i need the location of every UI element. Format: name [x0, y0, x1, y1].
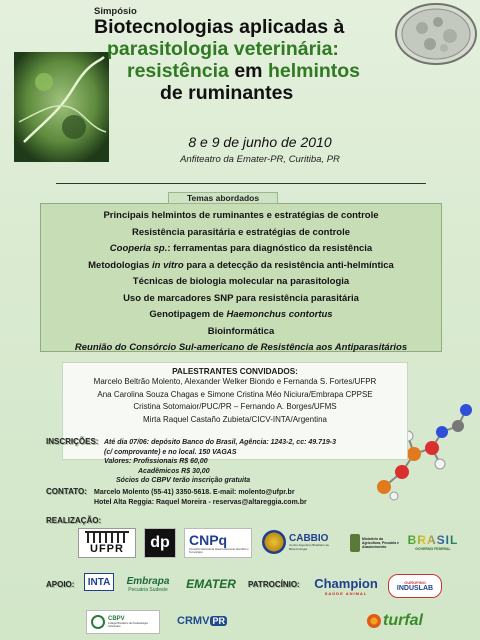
topic-item: Resistência parasitária e estratégias de controle — [131, 226, 351, 238]
dp-logo: dp — [144, 528, 176, 558]
champion-logo — [308, 572, 384, 600]
event-venue: Anfiteatro da Emater-PR, Curitiba, PR — [180, 154, 340, 165]
champion-subtitle: SAÚDE ANIMAL — [324, 591, 368, 596]
topics-heading: Temas abordados — [168, 192, 278, 204]
registration-line: Até dia 07/06: depósito Banco do Brasil, Agência: 1243-2, cc: 49.719-3 — [104, 439, 336, 446]
title-word-resistencia: resistência — [127, 60, 229, 82]
divider — [56, 183, 426, 184]
cnpq-subtitle: Conselho Nacional de Desenvolvimento Científico e Tecnológico — [189, 548, 249, 554]
topic-item — [41, 258, 441, 275]
cbpv-subtitle: Colégio Brasileiro de Parasitologia Veterinária — [108, 622, 148, 628]
contact-line: Hotel Alta Reggia: Raquel Moreira - reservas@altareggia.com.br — [94, 498, 307, 506]
ufpr-logo — [78, 528, 136, 558]
cabbio-logo — [262, 526, 344, 558]
induslab-text: INDUSLAB — [396, 585, 434, 592]
embrapa-subtitle: Pecuária Sudeste — [128, 586, 168, 593]
title-line-2: parasitologia veterinária: — [107, 38, 339, 60]
embrapa-logo — [120, 570, 176, 598]
cbpv-emblem-icon — [91, 615, 105, 629]
brasil-subtitle: GOVERNO FEDERAL — [415, 547, 451, 551]
topic-item: Reunião do Consórcio Sul-americano de Resistência aos Antiparasitários — [74, 342, 408, 353]
topic-text: Genotipagem de — [149, 309, 227, 320]
topics-box — [40, 203, 442, 352]
speaker-line: Marcelo Beltrão Molento, Alexander Welker Biondo e Fernanda S. Fortes/UFPR — [93, 377, 377, 386]
topic-text: Metodologias — [88, 259, 153, 271]
realizacao-label: REALIZAÇÃO: — [46, 516, 102, 525]
topic-item: Técnicas de biologia molecular na parasitologia — [132, 276, 350, 287]
brasil-text: BRASIL — [407, 533, 459, 547]
registration-line: Sócios do CBPV terão inscrição gratuita — [116, 477, 251, 484]
contact-info — [94, 488, 394, 507]
topic-species: Cooperia sp. — [109, 243, 168, 254]
registration-info — [104, 438, 384, 486]
title-word-em: em — [234, 60, 263, 82]
contact-label: CONTATO: — [46, 487, 87, 496]
speaker-line: Mirta Raquel Castaño Zubieta/CICV-INTA/Argentina — [143, 414, 327, 424]
topic-item: Principais helmintos de ruminantes e estratégias de controle — [103, 210, 379, 221]
embrapa-text: Embrapa — [126, 575, 170, 587]
title-word-helmintos: helmintos — [267, 60, 361, 82]
turfal-text: turfal — [383, 612, 423, 629]
topic-text: para a detecção da resistência anti-helmíntica — [183, 259, 394, 271]
topic-text: : ferramentas para diagnóstico da resistência — [167, 243, 373, 254]
registration-line: (c/ comprovante) e no local. 150 VAGAS — [104, 448, 237, 456]
ministerio-logo — [350, 530, 404, 556]
turfal-logo — [352, 606, 438, 636]
crmv-text: CRMV — [177, 615, 210, 627]
ourofino-induslab-logo — [388, 574, 442, 598]
ministerio-text: Ministério da Agricultura, Pecuária e Abastecimento — [362, 537, 399, 549]
cbpv-logo — [86, 610, 160, 634]
crmv-logo — [174, 610, 230, 632]
crmv-pr-text: PR — [212, 616, 225, 626]
ufpr-text: UFPR — [90, 543, 124, 555]
inta-logo: INTA — [84, 573, 114, 591]
cnpq-logo — [184, 528, 252, 558]
title-line-1: Biotecnologias aplicadas à — [94, 16, 345, 38]
title-line-3 — [127, 60, 360, 82]
emater-logo — [180, 572, 242, 596]
speakers-heading: PALESTRANTES CONVIDADOS: — [172, 367, 298, 376]
topic-species: Haemonchus contortus — [226, 309, 333, 320]
event-title — [0, 16, 480, 106]
title-line-4: de ruminantes — [160, 82, 294, 104]
ourofino-text: OUROFINO — [404, 580, 426, 585]
champion-text: Champion — [314, 576, 378, 591]
event-kicker: Simpósio — [94, 6, 137, 17]
turfal-flower-icon — [367, 614, 381, 628]
topic-item — [41, 241, 441, 258]
cabbio-text-group — [289, 533, 339, 551]
topic-item: Uso de marcadores SNP para resistência parasitária — [123, 292, 359, 304]
emater-text: EMATER — [186, 577, 236, 591]
speaker-line: Ana Carolina Souza Chagas e Simone Cristina Méo Niciura/Embrapa CPPSE — [97, 389, 373, 399]
event-date: 8 e 9 de junho de 2010 — [188, 134, 332, 150]
apoio-label: APOIO: — [46, 580, 75, 589]
ufpr-building-icon — [85, 531, 129, 543]
registration-line: Valores: Profissionais R$ 60,00 — [104, 458, 208, 465]
contact-line: Marcelo Molento (55-41) 3350-5618. E-mail: molento@ufpr.br — [94, 489, 295, 496]
cbpv-text: CBPV — [108, 616, 125, 622]
cbpv-text-group — [108, 616, 156, 628]
topics-list — [41, 204, 441, 357]
brasil-logo — [406, 530, 460, 554]
cnpq-text: CNPq — [189, 532, 228, 548]
patrocinio-label: PATROCÍNIO: — [248, 580, 300, 589]
cabbio-subtitle: Centro Argentino Brasileiro de Biotecnologia — [289, 543, 330, 551]
topic-item: Bioinformática — [207, 325, 275, 337]
speaker-line: Cristina Sotomaior/PUC/PR – Fernando A. Borges/UFMS — [133, 402, 337, 411]
topic-item — [41, 307, 441, 324]
cabbio-text: CABBIO — [289, 533, 329, 544]
registration-line: Acadêmicos R$ 30,00 — [138, 467, 210, 475]
ministerio-crest-icon — [350, 534, 360, 552]
registration-label: INSCRIÇÕES: — [46, 437, 99, 446]
cabbio-emblem-icon — [262, 530, 286, 554]
topic-emphasis: in vitro — [152, 259, 184, 271]
